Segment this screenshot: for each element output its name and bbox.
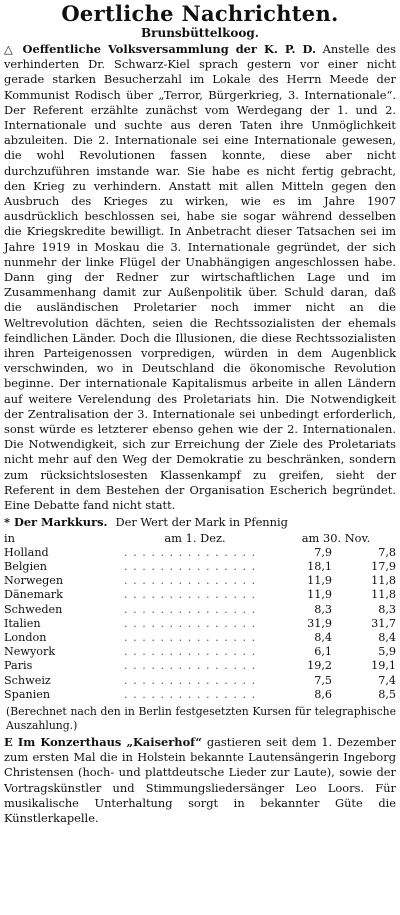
leader-dots: . . . . . . . . . . . . . . . [124,574,257,588]
value-nov: 8,5 [378,687,396,701]
country-name: Holland [4,545,49,559]
value-nov: 8,4 [378,630,396,644]
leader-dots: . . . . . . . . . . . . . . . [124,616,257,630]
table-row [4,574,396,588]
article-kaiserhof-body: gastieren seit dem 1. Dezember zum ersten Mal die in Holstein bekannte Lautensängerin Ingeborg Christensen (hoch- und plattdeutsche Lieder zur Laute), sowie der Vortragskünstler und Stimmungsliedersänger Leo Loors. Für musikalische Unterhaltung sorgt in bekannter Güte die Künstlerkapelle. [4,734,397,825]
value-dez: 7,5 [314,673,332,687]
value-dez: 11,9 [307,588,332,602]
article-kaiserhof-headline: E Im Konzerthaus „Kaiserhof“ [4,734,202,749]
country-name: Schweden [4,602,63,616]
leader-dots: . . . . . . . . . . . . . . . [124,559,257,573]
column-header-in: in [4,530,15,545]
article-kpd-text [4,42,396,513]
table-row [4,560,396,574]
value-nov: 7,4 [378,673,396,687]
leader-dots: . . . . . . . . . . . . . . . [124,545,257,559]
country-name: Norwegen [4,574,64,588]
leader-dots: . . . . . . . . . . . . . . . [124,630,257,644]
article-kaiserhof-text [4,735,396,826]
value-dez: 18,1 [307,559,332,573]
value-nov: 8,3 [378,602,396,616]
markkurs-table [4,546,396,702]
markkurs-note: (Berechnet nach den in Berlin festgesetzten Kursen für telegraphische Auszahlung.) [6,704,396,732]
value-nov: 5,9 [378,645,396,659]
dateline: Brunsbüttelkoog. [141,26,259,40]
markkurs-intro [4,515,396,530]
newspaper-page [0,2,400,915]
value-dez: 19,2 [307,659,332,673]
table-row [4,659,396,673]
value-nov: 31,7 [371,616,396,630]
country-name: Dänemark [4,588,63,602]
table-row [4,603,396,617]
country-name: Spanien [4,687,51,701]
table-row [4,617,396,631]
leader-dots: . . . . . . . . . . . . . . . [124,673,257,687]
column-header-nov: am 30. Nov. [301,530,371,545]
markkurs-headline: * Der Markkurs. [4,515,108,530]
table-row [4,674,396,688]
value-dez: 8,3 [314,602,332,616]
value-dez: 7,9 [314,545,332,559]
markkurs-column-headers [4,531,396,546]
markkurs-intro-text: Der Wert der Mark in Pfennig [115,515,288,530]
leader-dots: . . . . . . . . . . . . . . . [124,645,257,659]
leader-dots: . . . . . . . . . . . . . . . [124,659,257,673]
table-row [4,688,396,702]
table-row [4,588,396,602]
article-kpd-headline: Oeffentliche Volksversammlung der K. P. D. [22,42,316,56]
value-nov: 11,8 [371,574,396,588]
table-row [4,645,396,659]
article-kpd-body: Anstelle des verhinderten Dr. Schwarz-Kiel sprach gestern vor einer nicht gerade starken Besucherzahl im Lokale des Herrn Meede der Kommunist Rodisch über „Terror, Bürgerkrieg, 3. Internationale“. Der Referent erzählte zunächst vom Werdegang der 1. und 2. Internationale und suchte aus deren Taten ihre Unmöglichkeit abzuleiten. Die 2. Internationale sei eine Internationale gewesen, die wohl Revolutionen fassen konnte, diese aber nicht durchzuführen imstande war. Sie habe es nicht fertig gebracht, den Krieg zu verhindern. Anstatt mit allen Mitteln gegen den Ausbruch des Krieges zu wirken, wie es im Jahre 1907 ausdrücklich beschlossen sei, habe sie sogar während desselben die Kriegskredite bewilligt. In Anbetracht dieser Tatsachen sei im Jahre 1919 in Moskau die 3. Internationale gegründet, der sich nunmehr der linke Flügel der Unabhängigen angeschlossen habe. Dann ging der Redner zur wirtschaftlichen Lage und im Zusammenhang damit zur Außenpolitik über. Schuld daran, daß die ausländischen Proletarier noch immer nicht an die Weltrevolution dächten, seien die Rechtssozialisten der ehemals feindlichen Länder. Doch die Illusionen, die diese Rechtssozialisten ihren Parteigenossen vorpredigen, würden in dem Augenblick verschwinden, wo in Deutschland die ökonomische Revolution beginne. Der internationale Kapitalismus arbeite in allen Ländern auf weitere Verelendung des Proletariats hin. Die Notwendigkeit der Zentralisation der 3. Internationale sei unbedingt erforderlich, sonst würde es letzterer ebenso gehen wie der 2. Internationalen. Die Notwendigkeit, sich zur Erreichung der Ziele des Proletariats nicht mehr auf den Weg der Demokratie zu beschränken, sondern zum rücksichtslosesten Klassenkampf zu greifen, sieht der Referent in dem Bestehen der Organisation Escherich begründet. Eine Debatte fand nicht statt. [4,42,396,513]
country-name: Italien [4,616,41,630]
leader-dots: . . . . . . . . . . . . . . . [124,687,257,701]
value-dez: 31,9 [307,616,332,630]
country-name: Paris [4,659,33,673]
country-name: London [4,630,47,644]
asterisk-marker-icon: * [4,515,10,530]
country-name: Newyork [4,645,56,659]
country-name: Belgien [4,559,47,573]
column-header-dez: am 1. Dez. [164,530,226,545]
section-masthead: Oertliche Nachrichten. [61,1,339,26]
leader-dots: . . . . . . . . . . . . . . . [124,588,257,602]
triangle-marker-icon: △ [4,42,16,56]
leader-dots: . . . . . . . . . . . . . . . [124,602,257,616]
value-dez: 11,9 [307,574,332,588]
value-dez: 6,1 [314,645,332,659]
article-markkurs [4,515,396,733]
value-dez: 8,6 [314,687,332,701]
value-nov: 17,9 [371,559,396,573]
article-kaiserhof [4,735,396,826]
table-row [4,546,396,560]
value-dez: 8,4 [314,630,332,644]
country-name: Schweiz [4,673,51,687]
article-kpd-meeting [4,42,396,513]
value-nov: 19,1 [371,659,396,673]
value-nov: 11,8 [371,588,396,602]
value-nov: 7,8 [378,545,396,559]
table-row [4,631,396,645]
